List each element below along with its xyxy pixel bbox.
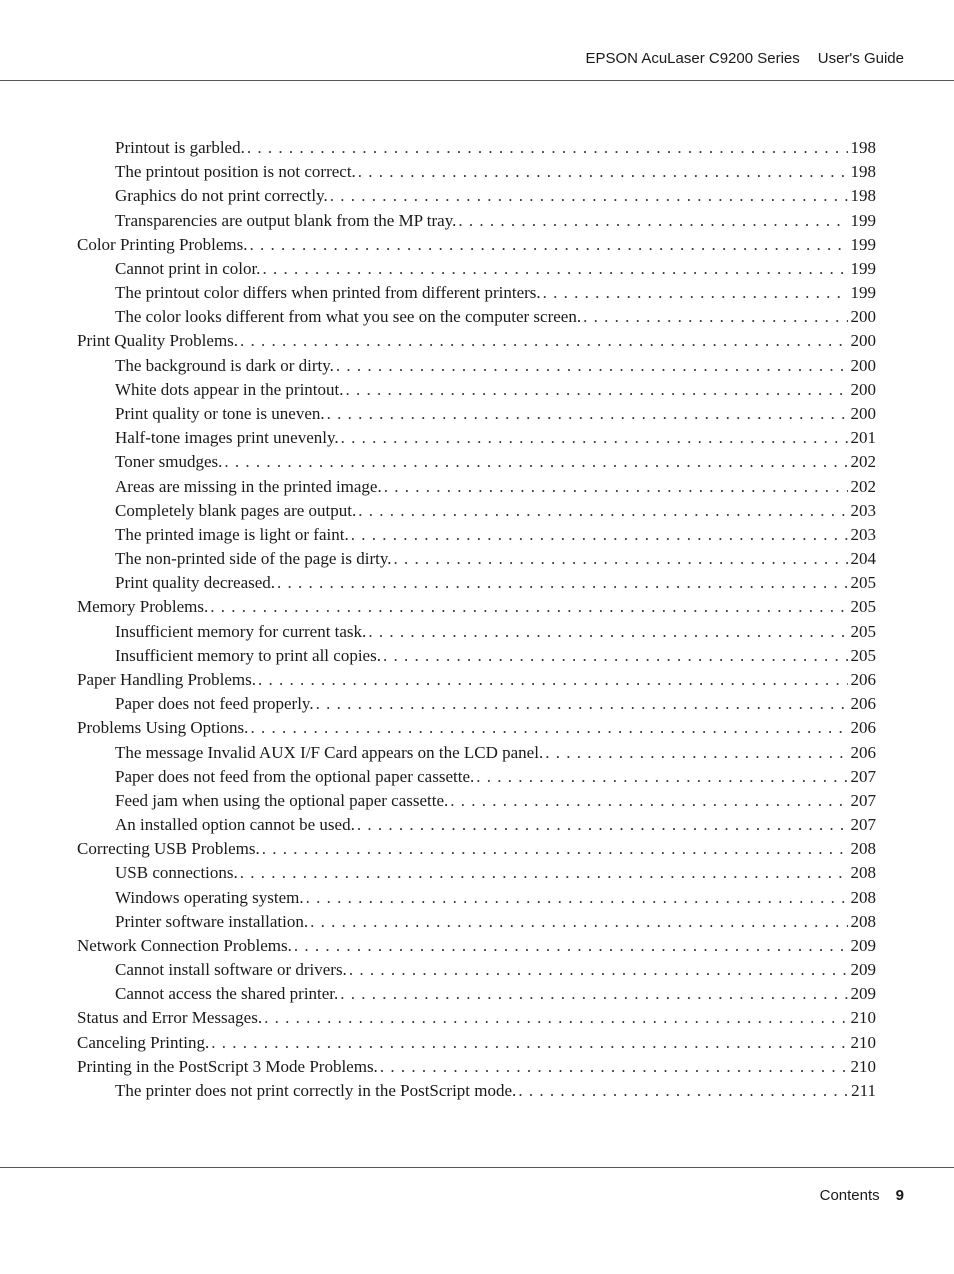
footer-rule bbox=[0, 1167, 954, 1168]
toc-entry-title: Network Connection Problems. bbox=[77, 935, 292, 955]
dot-leader bbox=[541, 281, 848, 305]
footer-section: Contents bbox=[819, 1187, 880, 1204]
toc-entry[interactable] bbox=[115, 136, 876, 160]
toc-entry-page: 199 bbox=[850, 258, 876, 278]
dot-leader bbox=[344, 378, 849, 402]
toc-entry-title: Toner smudges. bbox=[115, 452, 223, 472]
toc-entry-title: The message Invalid AUX I/F Card appears on the LCD panel. bbox=[115, 742, 544, 762]
toc-entry-page: 208 bbox=[850, 863, 876, 883]
toc-entry-title: Insufficient memory to print all copies. bbox=[115, 645, 381, 665]
toc-entry-title: Transparencies are output blank from the MP tray. bbox=[115, 210, 457, 230]
dot-leader bbox=[392, 547, 849, 571]
toc-entry[interactable] bbox=[115, 1079, 876, 1103]
toc-entry[interactable] bbox=[115, 160, 876, 184]
toc-entry-title: Status and Error Messages. bbox=[77, 1008, 263, 1028]
toc-entry-title: Color Printing Problems. bbox=[77, 234, 248, 254]
toc-entry-page: 210 bbox=[850, 1056, 876, 1076]
toc-entry-title: Canceling Printing. bbox=[77, 1032, 210, 1052]
toc-entry[interactable] bbox=[115, 257, 876, 281]
toc-entry[interactable] bbox=[115, 547, 876, 571]
toc-entry-page: 198 bbox=[850, 186, 876, 206]
dot-leader bbox=[355, 813, 848, 837]
toc-entry[interactable] bbox=[115, 644, 876, 668]
toc-entry[interactable] bbox=[115, 499, 876, 523]
toc-entry-title: Printout is garbled. bbox=[115, 138, 245, 157]
toc-entry[interactable] bbox=[77, 1006, 876, 1030]
toc-entry-title: Memory Problems. bbox=[77, 597, 209, 617]
toc-entry-page: 206 bbox=[850, 742, 876, 762]
toc-entry[interactable] bbox=[115, 765, 876, 789]
dot-leader bbox=[292, 934, 848, 958]
toc-entry-page: 206 bbox=[850, 694, 876, 714]
toc-entry-page: 208 bbox=[850, 839, 876, 859]
toc-entry-page: 198 bbox=[850, 162, 876, 182]
toc-entry-page: 205 bbox=[850, 645, 876, 665]
dot-leader bbox=[262, 1006, 848, 1030]
header-rule bbox=[0, 80, 954, 81]
dot-leader bbox=[325, 402, 848, 426]
toc-entry-page: 208 bbox=[850, 887, 876, 907]
dot-leader bbox=[339, 426, 848, 450]
toc-entry-title: Graphics do not print correctly. bbox=[115, 186, 328, 206]
toc-entry-page: 209 bbox=[850, 984, 876, 1004]
toc-entry[interactable] bbox=[115, 475, 876, 499]
toc-entry[interactable] bbox=[115, 910, 876, 934]
toc-entry[interactable] bbox=[115, 378, 876, 402]
dot-leader bbox=[275, 571, 848, 595]
toc-entry-page: 209 bbox=[850, 935, 876, 955]
toc-entry-page: 200 bbox=[850, 379, 876, 399]
dot-leader bbox=[248, 716, 848, 740]
dot-leader bbox=[308, 910, 848, 934]
toc-entry[interactable] bbox=[115, 741, 876, 765]
toc-entry-title: Windows operating system. bbox=[115, 887, 304, 907]
toc-entry-title: Cannot install software or drivers. bbox=[115, 960, 347, 980]
dot-leader bbox=[516, 1079, 848, 1103]
dot-leader bbox=[209, 1031, 848, 1055]
toc-entry-page: 202 bbox=[850, 476, 876, 496]
toc-entry-title: Cannot print in color. bbox=[115, 258, 261, 278]
toc-entry[interactable] bbox=[115, 209, 876, 233]
toc-entry-page: 200 bbox=[850, 307, 876, 327]
toc-entry-page: 199 bbox=[850, 210, 876, 230]
dot-leader bbox=[260, 257, 848, 281]
toc-entry-page: 210 bbox=[850, 1032, 876, 1052]
dot-leader bbox=[347, 958, 848, 982]
toc-entry[interactable] bbox=[77, 837, 876, 861]
toc-entry-page: 202 bbox=[850, 452, 876, 472]
toc-entry-title: Paper does not feed from the optional paper cassette. bbox=[115, 766, 475, 786]
toc-entry-title: The printed image is light or faint. bbox=[115, 524, 349, 544]
toc-entry-page: 205 bbox=[850, 621, 876, 641]
toc-entry-title: Paper does not feed properly. bbox=[115, 694, 314, 714]
toc-entry-title: Areas are missing in the printed image. bbox=[115, 476, 382, 496]
toc-entry-title: Printing in the PostScript 3 Mode Problems. bbox=[77, 1056, 378, 1076]
toc-entry-title: Print quality decreased. bbox=[115, 573, 276, 593]
dot-leader bbox=[260, 837, 848, 861]
toc-entry[interactable] bbox=[77, 329, 876, 353]
toc-entry-title: Insufficient memory for current task. bbox=[115, 621, 367, 641]
toc-entry-page: 204 bbox=[850, 549, 876, 569]
dot-leader bbox=[356, 160, 848, 184]
toc-entry-page: 203 bbox=[850, 500, 876, 520]
toc-entry-page: 207 bbox=[850, 790, 876, 810]
guide-title: User's Guide bbox=[817, 50, 904, 67]
toc-entry[interactable] bbox=[77, 1055, 876, 1079]
toc-entry-title: Cannot access the shared printer. bbox=[115, 984, 339, 1004]
toc-entry[interactable] bbox=[115, 354, 876, 378]
toc-entry[interactable] bbox=[115, 305, 876, 329]
dot-leader bbox=[356, 499, 848, 523]
toc-entry-title: The printout color differs when printed from different printers. bbox=[115, 283, 541, 303]
toc-entry-title: The printout position is not correct. bbox=[115, 162, 356, 182]
toc-entry-title: Paper Handling Problems. bbox=[77, 669, 256, 689]
toc-entry[interactable] bbox=[77, 1031, 876, 1055]
toc-entry-title: Completely blank pages are output. bbox=[115, 500, 357, 520]
toc-entry-title: Print quality or tone is uneven. bbox=[115, 403, 325, 423]
dot-leader bbox=[456, 209, 848, 233]
toc-entry-title: An installed option cannot be used. bbox=[115, 815, 355, 835]
toc-entry[interactable] bbox=[77, 595, 876, 619]
toc-entry-page: 200 bbox=[850, 403, 876, 423]
toc-entry-page: 198 bbox=[850, 138, 876, 157]
dot-leader bbox=[304, 886, 848, 910]
toc-entry-title: The non-printed side of the page is dirty. bbox=[115, 549, 392, 569]
toc-entry-title: Print Quality Problems. bbox=[77, 331, 239, 351]
toc-entry[interactable] bbox=[115, 861, 876, 885]
toc-entry[interactable] bbox=[115, 958, 876, 982]
running-footer bbox=[820, 1187, 904, 1204]
toc-entry-page: 206 bbox=[850, 718, 876, 738]
toc-entry-page: 205 bbox=[850, 597, 876, 617]
toc-entry[interactable] bbox=[115, 450, 876, 474]
toc-entry[interactable] bbox=[115, 813, 876, 837]
toc-entry[interactable] bbox=[115, 886, 876, 910]
toc-entry-page: 203 bbox=[850, 524, 876, 544]
dot-leader bbox=[314, 692, 848, 716]
dot-leader bbox=[378, 1055, 848, 1079]
dot-leader bbox=[247, 233, 848, 257]
dot-leader bbox=[349, 523, 848, 547]
toc-entry-page: 207 bbox=[850, 815, 876, 835]
toc-entry-page: 205 bbox=[850, 573, 876, 593]
toc-entry-page: 208 bbox=[850, 911, 876, 931]
toc-entry-page: 209 bbox=[850, 960, 876, 980]
toc-entry[interactable] bbox=[77, 934, 876, 958]
dot-leader bbox=[208, 595, 848, 619]
toc-entry-title: Half-tone images print unevenly. bbox=[115, 428, 339, 448]
toc-entry-page: 211 bbox=[851, 1081, 876, 1101]
toc-entry-page: 200 bbox=[850, 355, 876, 375]
toc-entry[interactable] bbox=[115, 789, 876, 813]
dot-leader bbox=[581, 305, 848, 329]
dot-leader bbox=[382, 475, 848, 499]
product-name: EPSON AcuLaser C9200 Series bbox=[585, 50, 800, 67]
toc-entry-title: Problems Using Options. bbox=[77, 718, 249, 738]
toc-entry-page: 200 bbox=[850, 331, 876, 351]
toc-entry-title: The printer does not print correctly in the PostScript mode. bbox=[115, 1081, 517, 1101]
toc-entry[interactable] bbox=[115, 184, 876, 208]
dot-leader bbox=[238, 329, 848, 353]
toc-entry[interactable] bbox=[115, 982, 876, 1006]
dot-leader bbox=[338, 982, 848, 1006]
running-header bbox=[585, 50, 904, 67]
dot-leader bbox=[328, 184, 848, 208]
dot-leader bbox=[366, 620, 848, 644]
toc-entry-title: Correcting USB Problems. bbox=[77, 839, 260, 859]
dot-leader bbox=[238, 861, 848, 885]
page-number: 9 bbox=[895, 1187, 904, 1204]
toc-entry-page: 199 bbox=[850, 283, 876, 303]
toc-entry[interactable] bbox=[77, 233, 876, 257]
dot-leader bbox=[474, 765, 848, 789]
dot-leader bbox=[543, 741, 848, 765]
dot-leader bbox=[256, 668, 848, 692]
toc-entry-title: USB connections. bbox=[115, 863, 238, 883]
toc-entry[interactable] bbox=[115, 402, 876, 426]
toc-entry-page: 199 bbox=[850, 234, 876, 254]
dot-leader bbox=[334, 354, 848, 378]
toc-entry-title: Printer software installation. bbox=[115, 911, 309, 931]
toc-entry[interactable] bbox=[115, 620, 876, 644]
toc-entry-page: 210 bbox=[850, 1008, 876, 1028]
dot-leader bbox=[222, 450, 848, 474]
toc-entry[interactable] bbox=[115, 692, 876, 716]
dot-leader bbox=[245, 136, 848, 160]
toc-entry-title: The background is dark or dirty. bbox=[115, 355, 334, 375]
toc-entry[interactable] bbox=[115, 426, 876, 450]
toc-entry-page: 201 bbox=[850, 428, 876, 448]
toc-entry[interactable] bbox=[115, 571, 876, 595]
toc-entry-title: White dots appear in the printout. bbox=[115, 379, 344, 399]
dot-leader bbox=[381, 644, 848, 668]
dot-leader bbox=[448, 789, 848, 813]
toc-entry-page: 207 bbox=[850, 766, 876, 786]
toc-entry[interactable] bbox=[115, 523, 876, 547]
toc-entry-page: 206 bbox=[850, 669, 876, 689]
toc-entry[interactable] bbox=[77, 716, 876, 740]
toc-entry-title: Feed jam when using the optional paper cassette. bbox=[115, 790, 449, 810]
toc-entry-title: The color looks different from what you see on the computer screen. bbox=[115, 307, 582, 327]
toc-entry[interactable] bbox=[77, 668, 876, 692]
toc-entry[interactable] bbox=[115, 281, 876, 305]
